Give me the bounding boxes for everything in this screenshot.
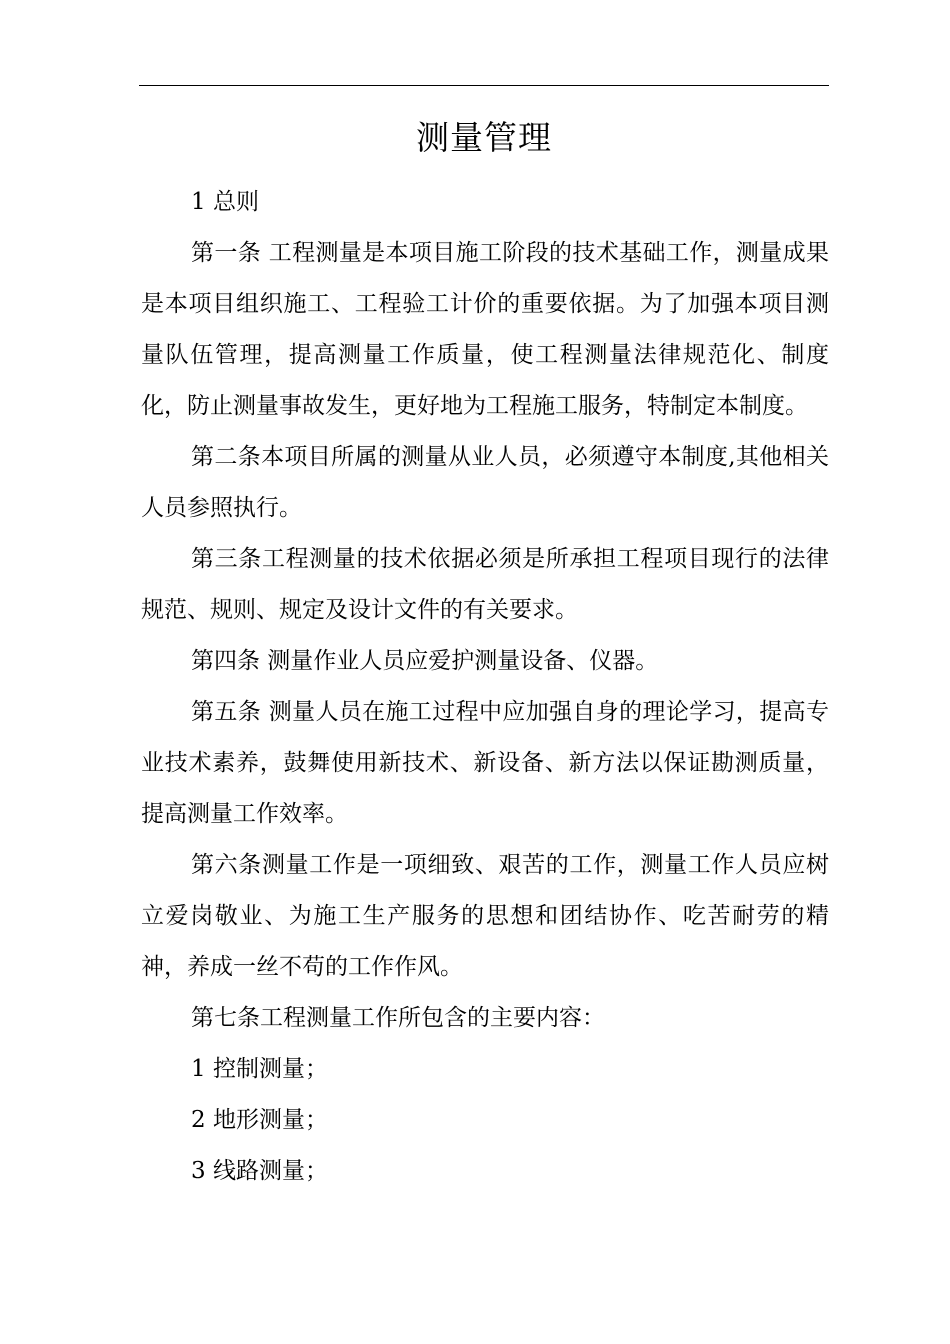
list-item-control-survey: 1 控制测量； xyxy=(191,1056,328,1082)
article-2: 第二条本项目所属的测量从业人员，必须遵守本制度,其他相关人员参照执行。 xyxy=(141,444,829,521)
article-3: 第三条工程测量的技术依据必须是所承担工程项目现行的法律规范、规则、规定及设计文件的有关要求。 xyxy=(141,546,829,623)
article-1: 第一条 工程测量是本项目施工阶段的技术基础工作，测量成果是本项目组织施工、工程验工计价的重要依据。为了加强本项目测量队伍管理，提高测量工作质量，使工程测量法律规范化、制度化，防止测量事故发生，更好地为工程施工服务，特制定本制度。 xyxy=(141,240,829,419)
list-item-topographic-survey: 2 地形测量； xyxy=(191,1107,328,1133)
header-rule xyxy=(139,85,829,86)
article-5: 第五条 测量人员在施工过程中应加强自身的理论学习，提高专业技术素养，鼓舞使用新技术、新设备、新方法以保证勘测质量，提高测量工作效率。 xyxy=(141,699,829,827)
list-item-route-survey: 3 线路测量； xyxy=(191,1158,328,1184)
article-4: 第四条 测量作业人员应爱护测量设备、仪器。 xyxy=(191,648,659,674)
document-body xyxy=(141,177,829,1197)
article-7: 第七条工程测量工作所包含的主要内容： xyxy=(191,1005,605,1031)
document-title: 测量管理 xyxy=(416,118,552,157)
article-6: 第六条测量工作是一项细致、艰苦的工作，测量工作人员应树立爱岗敬业、为施工生产服务的思想和团结协作、吃苦耐劳的精神，养成一丝不苟的工作作风。 xyxy=(141,852,829,980)
section-heading-general: 1 总则 xyxy=(191,189,259,215)
